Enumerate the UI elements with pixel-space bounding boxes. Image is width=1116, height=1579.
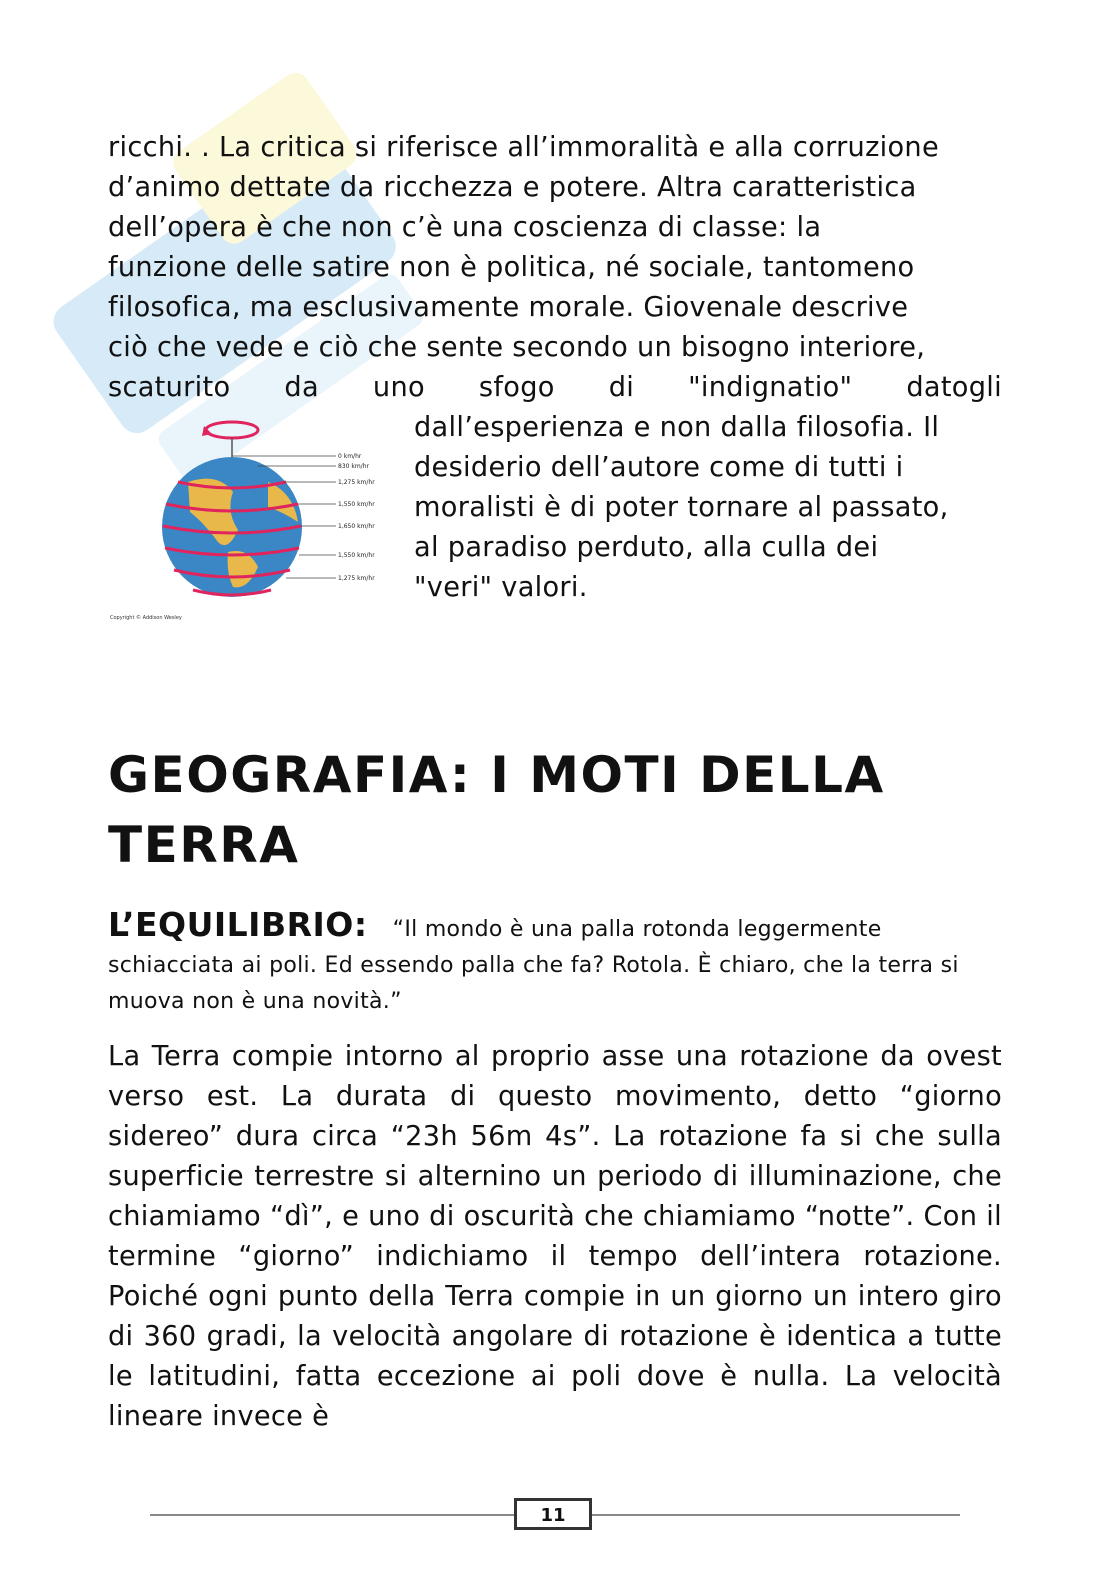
text-line: funzione delle satire non è politica, né sociale, tantomeno xyxy=(108,252,915,283)
heading-line: GEOGRAFIA: I MOTI DELLA xyxy=(108,746,885,804)
text-line: "veri" valori. xyxy=(414,572,588,603)
rotation-paragraph: La Terra compie intorno al proprio asse una rotazione da ovest verso est. La durata di questo movimento, detto “giorno sidereo” dura circa “23h 56m 4s”. La rotazione fa si che sulla superficie terrestre si alternino un periodo di illuminazione, che chiamiamo “dì”, e uno di oscurità che chiamiamo “notte”. Con il termine “giorno” indichiamo il tempo dell’intera rotazione. Poiché ogni punto della Terra compie in un giorno un intero giro di 360 gradi, la velocità angolare di rotazione è identica a tutte le latitudini, fatta eccezione ai poli dove è nulla. La velocità lineare invece è xyxy=(108,1041,1002,1432)
speed-label: 1,550 km/hr xyxy=(338,552,375,559)
subheading-title: L’EQUILIBRIO: xyxy=(108,905,368,944)
text-line: al paradiso perduto, alla culla dei xyxy=(414,532,879,563)
heading-line: TERRA xyxy=(108,816,300,874)
word: datogli xyxy=(906,372,1002,403)
figure-copyright: Copyright © Addison Wesley xyxy=(110,615,182,621)
text-line: d’animo dettate da ricchezza e potere. Altra caratteristica xyxy=(108,172,917,203)
text-line: ciò che vede e ciò che sente secondo un bisogno interiore, xyxy=(108,332,926,363)
quote-text: “Il mondo è una palla rotonda leggermente xyxy=(392,917,882,942)
text-line: dell’opera è che non c’è una coscienza di classe: la xyxy=(108,212,822,243)
wrapped-paragraph xyxy=(414,408,1002,608)
text-line: desiderio dell’autore come di tutti i xyxy=(414,452,904,483)
section-heading xyxy=(108,740,1008,880)
speed-label: 0 km/hr xyxy=(338,453,362,460)
speed-label: 1,275 km/hr xyxy=(338,479,375,486)
speed-label: 1,650 km/hr xyxy=(338,523,375,530)
text-line: ricchi. . La critica si riferisce all’immoralità e alla corruzione xyxy=(108,132,939,163)
word: da xyxy=(284,372,319,403)
word: di xyxy=(608,372,635,403)
text-line-spread xyxy=(108,368,1002,408)
word: "indignatio" xyxy=(688,372,853,403)
earth-rotation-figure xyxy=(108,412,398,624)
intro-paragraph xyxy=(108,128,1002,408)
word: scaturito xyxy=(108,372,231,403)
text-line: filosofica, ma esclusivamente morale. Giovenale descrive xyxy=(108,292,909,323)
speed-label: 1,275 km/hr xyxy=(338,575,375,582)
speed-label: 830 km/hr xyxy=(338,463,369,470)
equilibrium-subheading xyxy=(108,905,1008,1020)
text-line: dall’esperienza e non dalla filosofia. Il xyxy=(414,412,940,443)
quote-text: schiacciata ai poli. Ed essendo palla che fa? Rotola. È chiaro, che la terra si muova non è una novità.” xyxy=(108,953,959,1014)
word: sfogo xyxy=(478,372,555,403)
rotation-arrow-icon xyxy=(206,422,258,438)
speed-label: 1,550 km/hr xyxy=(338,501,375,508)
word: uno xyxy=(372,372,425,403)
page-number: 11 xyxy=(514,1498,592,1530)
text-line: moralisti è di poter tornare al passato, xyxy=(414,492,949,523)
